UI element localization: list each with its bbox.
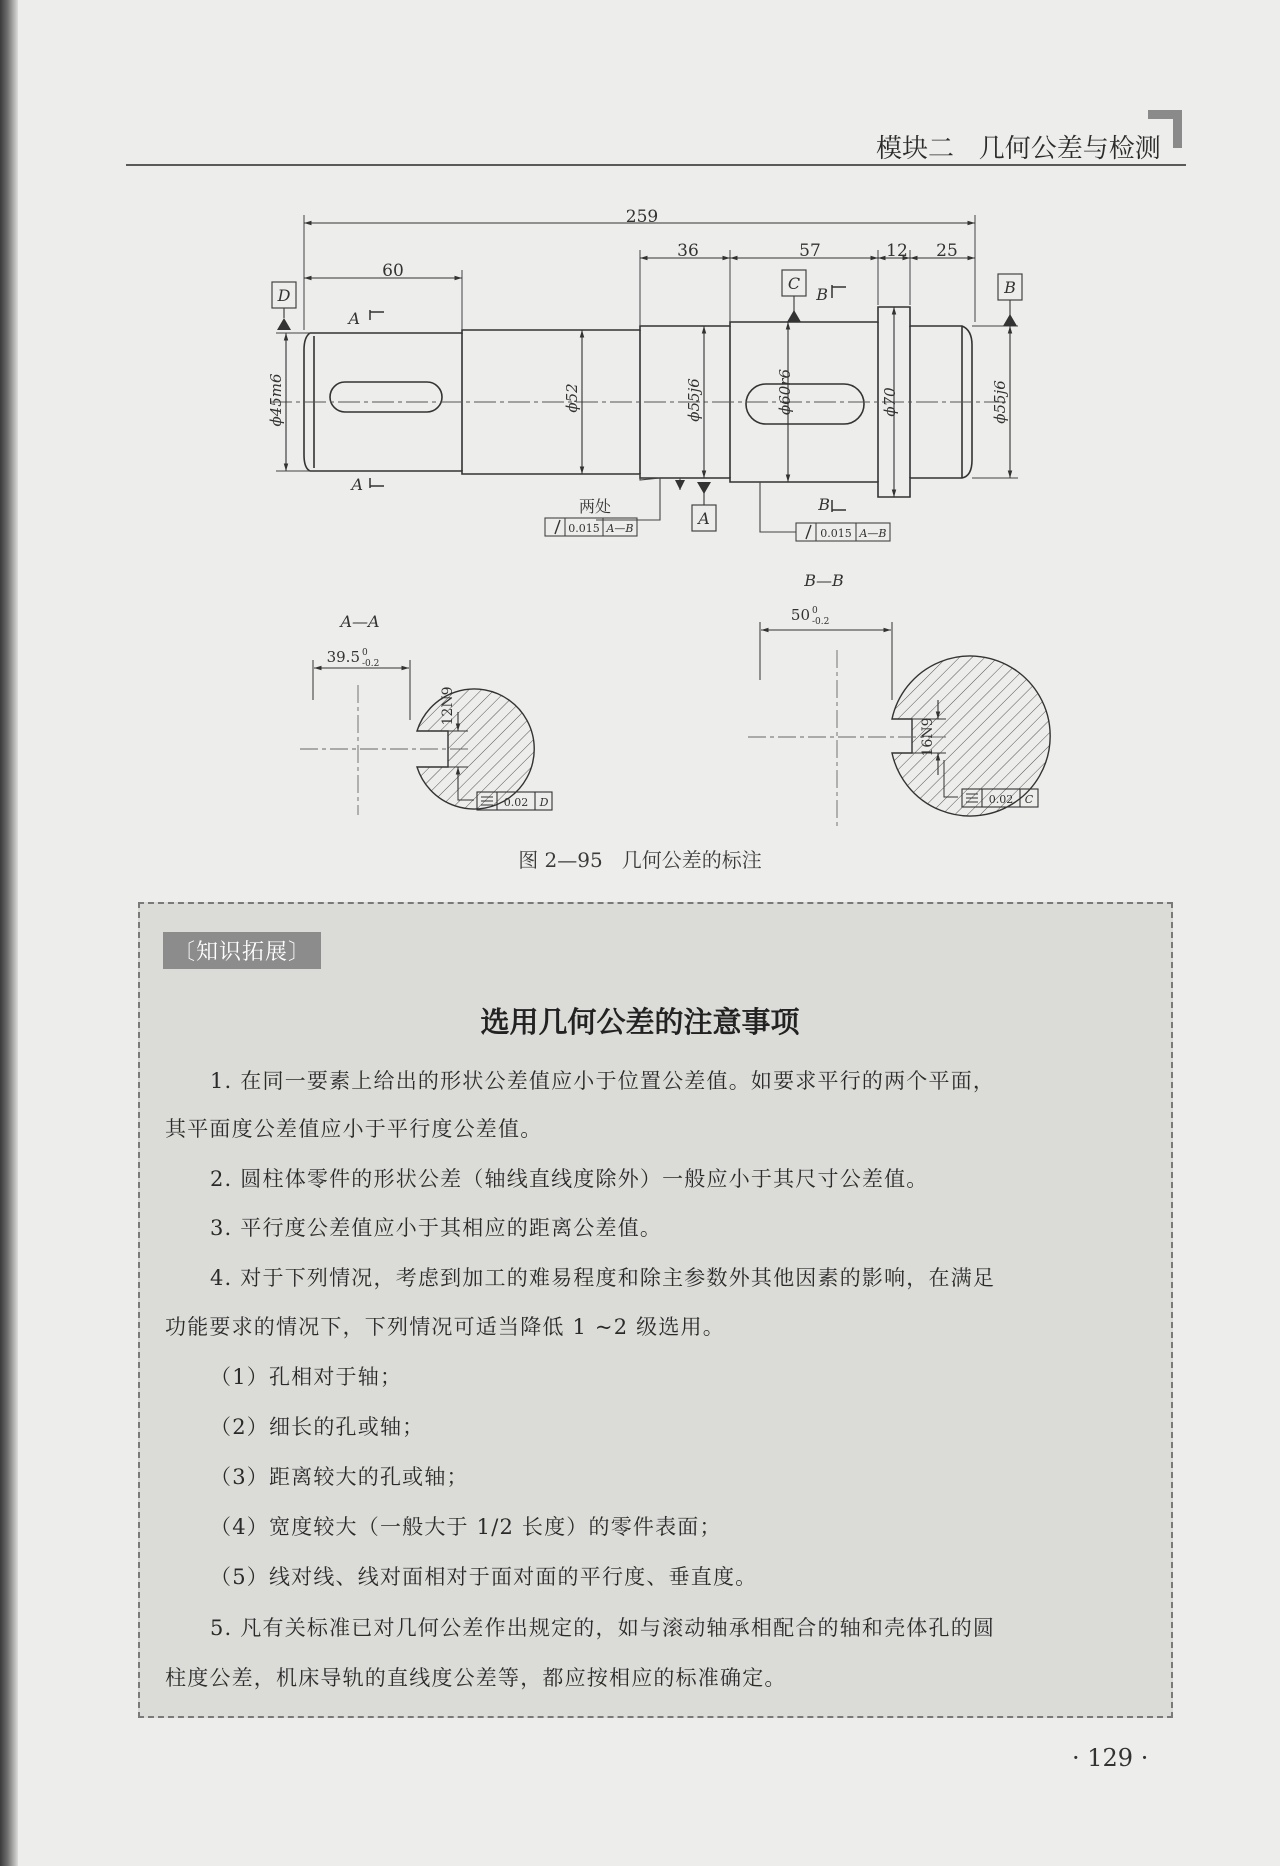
section-aa-title: A—A [340,612,380,631]
section-a-tol-lower: -0.2 [362,659,380,669]
section-a-tol-upper: 0 [362,648,368,658]
runout-datum-right: A—B [859,527,887,540]
knowledge-line: 5. 凡有关标准已对几何公差作出规定的，如与滚动轴承相配合的轴和壳体孔的圆 [210,1616,996,1640]
knowledge-line: （4）宽度较大（一般大于 1/2 长度）的零件表面； [210,1515,722,1539]
shaft-drawing [0,0,1280,840]
diameter-60r6: ϕ60r6 [776,368,794,416]
dim-total: 259 [625,207,659,227]
dim-36: 36 [677,241,699,261]
section-a-slot: 12N9 [440,686,456,726]
runout-value-left: 0.015 [568,522,600,535]
section-b-width: 50 [790,606,810,624]
runout-value-right: 0.015 [820,527,852,540]
two-places-note: 两处 [578,497,612,516]
section-a-width: 39.5 [326,648,360,666]
datum-D-label: D [277,286,291,305]
knowledge-line: （5）线对线、线对面相对于面对面的平行度、垂直度。 [210,1565,758,1589]
runout-datum-left: A—B [606,522,634,535]
dim-60: 60 [382,261,404,281]
dim-57: 57 [799,241,821,261]
knowledge-line: 柱度公差，机床导轨的直线度公差等，都应按相应的标准确定。 [165,1666,787,1690]
diameter-70: ϕ70 [881,387,899,417]
section-b-top: B [816,285,828,304]
section-bb-title: B—B [804,571,844,590]
running-header: 模块二 几何公差与检测 [876,134,1161,164]
figure-caption: 图 2—95 几何公差的标注 [518,848,762,872]
section-b-tol-upper: 0 [812,606,818,616]
diameter-55j6-left: ϕ55j6 [685,378,703,422]
diameter-52: ϕ52 [563,383,581,413]
knowledge-line: 功能要求的情况下，下列情况可适当降低 1 ~2 级选用。 [165,1315,725,1339]
datum-C-label: C [787,274,801,293]
knowledge-line: （1）孔相对于轴； [210,1365,403,1389]
dim-25: 25 [936,241,958,261]
knowledge-title: 选用几何公差的注意事项 [480,1005,800,1039]
diameter-45m6: ϕ45m6 [267,373,285,427]
page-number: · 129 · [1072,1744,1149,1772]
diameter-55j6-right: ϕ55j6 [991,380,1009,424]
section-a-tol-datum: D [539,796,549,809]
datum-A-label: A [698,509,710,528]
knowledge-line: 1. 在同一要素上给出的形状公差值应小于位置公差值。如要求平行的两个平面， [210,1069,996,1093]
section-b-tol-lower: -0.2 [812,617,830,627]
knowledge-line: 其平面度公差值应小于平行度公差值。 [165,1117,543,1141]
section-a-bottom: A [351,475,363,494]
dim-12: 12 [886,241,908,261]
section-a-tol-value: 0.02 [503,796,529,809]
knowledge-line: （2）细长的孔或轴； [210,1415,425,1439]
section-b-slot: 16N9 [920,717,936,757]
knowledge-line: （3）距离较大的孔或轴； [210,1465,469,1489]
section-b-tol-value: 0.02 [988,793,1014,806]
section-b-bottom: B [818,495,830,514]
section-b-tol-datum: C [1024,793,1034,806]
section-a-top: A [348,309,360,328]
knowledge-line: 4. 对于下列情况，考虑到加工的难易程度和除主参数外其他因素的影响，在满足 [210,1266,996,1290]
knowledge-tag: 〔知识拓展〕 [163,932,321,969]
knowledge-line: 3. 平行度公差值应小于其相应的距离公差值。 [210,1216,663,1240]
datum-B-label: B [1004,278,1016,297]
knowledge-line: 2. 圆柱体零件的形状公差（轴线直线度除外）一般应小于其尺寸公差值。 [210,1167,929,1191]
